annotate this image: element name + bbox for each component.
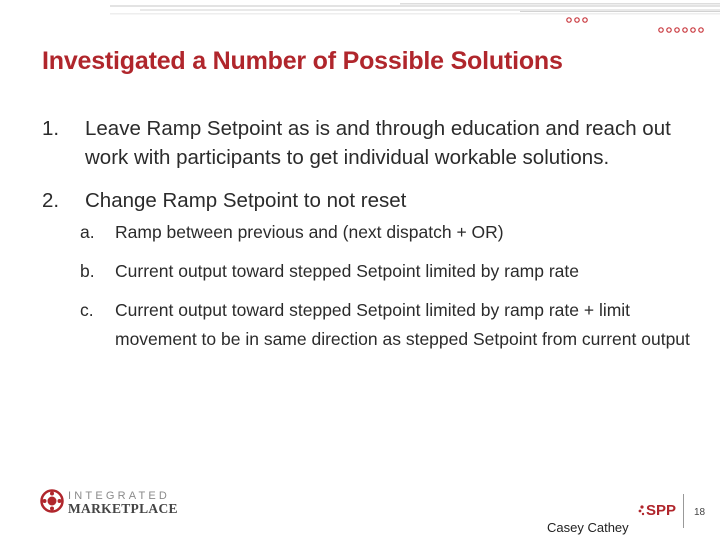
sub-item-letter: b. [80,261,95,281]
page-number: 18 [694,507,706,518]
logo-text-marketplace: MARKETPLACE [68,501,178,516]
sub-item-text: Ramp between previous and (next dispatch + OR) [115,222,504,242]
slide-content [42,114,692,354]
marketplace-emblem-icon [40,489,64,513]
list-item-2 [42,186,692,215]
spp-logo [638,500,682,526]
list-item-1 [42,114,692,172]
list-item-number: 2. [42,189,60,212]
list-item-text: Change Ramp Setpoint to not reset [85,189,407,212]
spp-logo-mark-icon [638,504,646,518]
sub-item-b [80,257,692,286]
spp-logo-text: SPP [646,502,677,519]
sub-item-letter: c. [80,300,94,320]
list-item-number: 1. [42,117,60,140]
logo-text-integrated: INTEGRATED [68,490,171,502]
sub-item-c [80,296,692,354]
sub-item-text: Current output toward stepped Setpoint limited by ramp rate + limit movement to be in same direction as stepped Setpoint from current output [115,300,690,349]
sub-item-text: Current output toward stepped Setpoint limited by ramp rate [115,261,579,281]
presenter-name: Casey Cathey [547,520,629,535]
slide-title: Investigated a Number of Possible Solutions [42,47,563,75]
footer-divider [683,494,684,528]
integrated-marketplace-logo [40,487,180,519]
sub-item-letter: a. [80,222,95,242]
list-item-text: Leave Ramp Setpoint as is and through education and reach out work with participants to get individual workable solutions. [85,117,671,169]
sub-item-a [80,218,692,247]
header-decoration [0,0,720,40]
